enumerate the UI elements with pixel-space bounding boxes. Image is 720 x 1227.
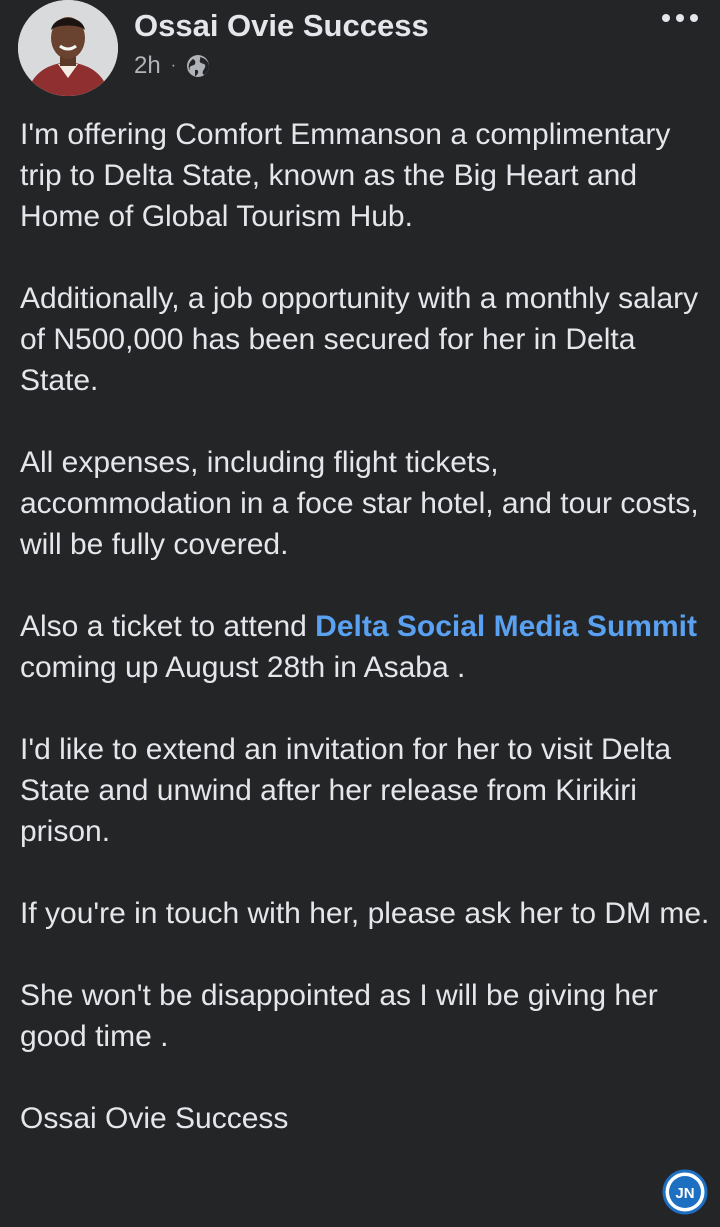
post-paragraph [20, 606, 714, 688]
post-meta [134, 52, 210, 80]
paragraph-text: coming up August 28th in Asaba . [20, 610, 714, 684]
post-signature: Ossai Ovie Success [20, 1102, 289, 1135]
author-name[interactable]: Ossai Ovie Success [134, 8, 429, 43]
post-paragraph: I'm offering Comfort Emmanson a complimentary trip to Delta State, known as the Big Heart and Home of Global Tourism Hub. [20, 118, 671, 233]
avatar[interactable] [18, 0, 118, 96]
watermark-text: JN [675, 1185, 695, 1202]
post-header [0, 0, 720, 100]
post-paragraph: If you're in touch with her, please ask her to DM me. [20, 897, 710, 930]
post-paragraph: She won't be disappointed as I will be giving her good time . [20, 979, 658, 1053]
jn-watermark-logo [662, 1169, 708, 1215]
avatar-photo [18, 0, 118, 96]
more-dot [690, 14, 698, 22]
more-dots-icon [662, 14, 670, 22]
post-body [20, 114, 714, 1139]
more-options-button[interactable] [662, 14, 698, 22]
meta-separator: · [170, 57, 177, 74]
more-dot [676, 14, 684, 22]
globe-icon[interactable] [186, 54, 210, 78]
paragraph-text: Also a ticket to attend [20, 610, 316, 643]
post-paragraph: All expenses, including flight tickets, accommodation in a foce star hotel, and tour costs, will be fully covered. [20, 446, 699, 561]
post-paragraph: I'd like to extend an invitation for her to visit Delta State and unwind after her release from Kirikiri prison. [20, 733, 672, 848]
summit-link[interactable]: Delta Social Media Summit [315, 610, 697, 643]
post-time[interactable]: 2h [134, 52, 161, 79]
post-paragraph: Additionally, a job opportunity with a monthly salary of N500,000 has been secured for her in Delta State. [20, 282, 699, 397]
